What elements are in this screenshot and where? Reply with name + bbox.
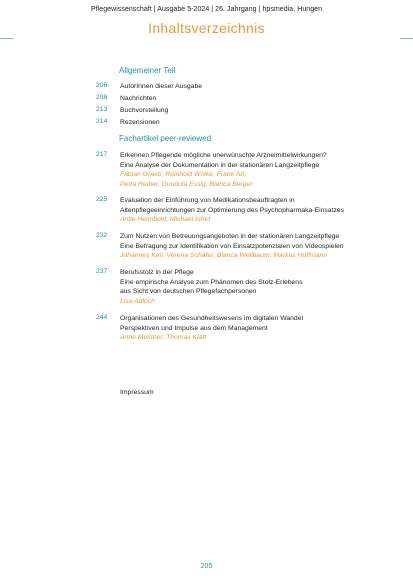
entry-title-line: Berufsstolz in der Pflege	[120, 269, 194, 276]
impressum-link[interactable]: Impressum	[120, 389, 154, 396]
entry-subtitle-line: Eine Analyse der Dokumentation in der stationären Langzeitpflege	[120, 161, 320, 169]
journal-info: Pflegewissenschaft | Ausgabe 5-2024 | 26. Jahrgang | hpsmedia, Hungen	[90, 6, 323, 13]
entry-title: AutorInnen dieser Ausgabe	[120, 83, 203, 90]
entry-subtitle-line: aus Sicht von deutschen Pflegefachpersonen	[120, 288, 257, 295]
page-number: 213	[96, 106, 108, 113]
page-number: 214	[96, 118, 108, 125]
header-rule-right	[400, 38, 413, 39]
entry-authors: Fabian Graeb, Reinhold Wolke, Frank Aß,	[120, 171, 247, 178]
page-number: 208	[96, 94, 108, 101]
entry-title-line: Erkennen Pflegende mögliche unerwünschte Arzneimittelwirkungen?	[120, 152, 327, 159]
footer-page-number: 205	[200, 563, 213, 570]
page-header	[0, 0, 413, 38]
entry-title-line: Evaluation der Einführung von Medikationsbeauftragten in	[120, 197, 295, 204]
section-heading-general: Allgemeiner Teil	[119, 66, 176, 75]
entry-title-line: Altenpflegeeinrichtungen zur Optimierung des Psychopharmaka-Einsatzes	[120, 206, 345, 214]
entry-title-line: Zum Nutzen von Betreuungsangeboten in der stationären Langzeitpflege	[120, 233, 340, 240]
page-number: 244	[96, 314, 108, 321]
entry-title: Buchvorstellung	[120, 107, 169, 114]
page-number: 217	[96, 151, 108, 158]
entry-title-line: Organisationen des Gesundheitswesens im digitalen Wandel	[120, 315, 303, 322]
entry-subtitle-line: Eine Befragung zur Identifikation von Einsatzpotenzialen von Videospielen	[120, 242, 344, 250]
entry-subtitle-line: Perspektiven und Impulse aus dem Management	[120, 324, 268, 332]
page-number: 225	[96, 196, 108, 203]
entry-title: Rezensionen	[120, 119, 160, 126]
page-number: 232	[96, 232, 108, 239]
entry-title: Nachrichten	[120, 95, 157, 102]
entry-authors: Antie Heimbold, Michael Isfort	[120, 216, 211, 223]
entry-authors: Anne Meißner, Thomas Klatt	[120, 334, 207, 341]
page-number: 206	[96, 82, 108, 89]
page-title: Inhaltsverzeichnis	[148, 20, 265, 36]
page-number: 237	[96, 268, 108, 275]
entry-subtitle-line: Eine empirische Analyse zum Phänomen des Stolz-Erlebens	[120, 278, 303, 286]
section-heading-articles: Fachartikel peer-reviewed	[119, 134, 212, 143]
header-rule-left	[0, 38, 13, 39]
entry-authors: Petra Reiber, Gundula Essig, Bianca Berger	[120, 180, 253, 188]
entry-authors: Johannes Keil, Verena Schäfer, Bianca Wellbaum, Markus Hoffmann	[120, 252, 328, 259]
entry-authors: Lisa Adloch	[120, 297, 155, 305]
